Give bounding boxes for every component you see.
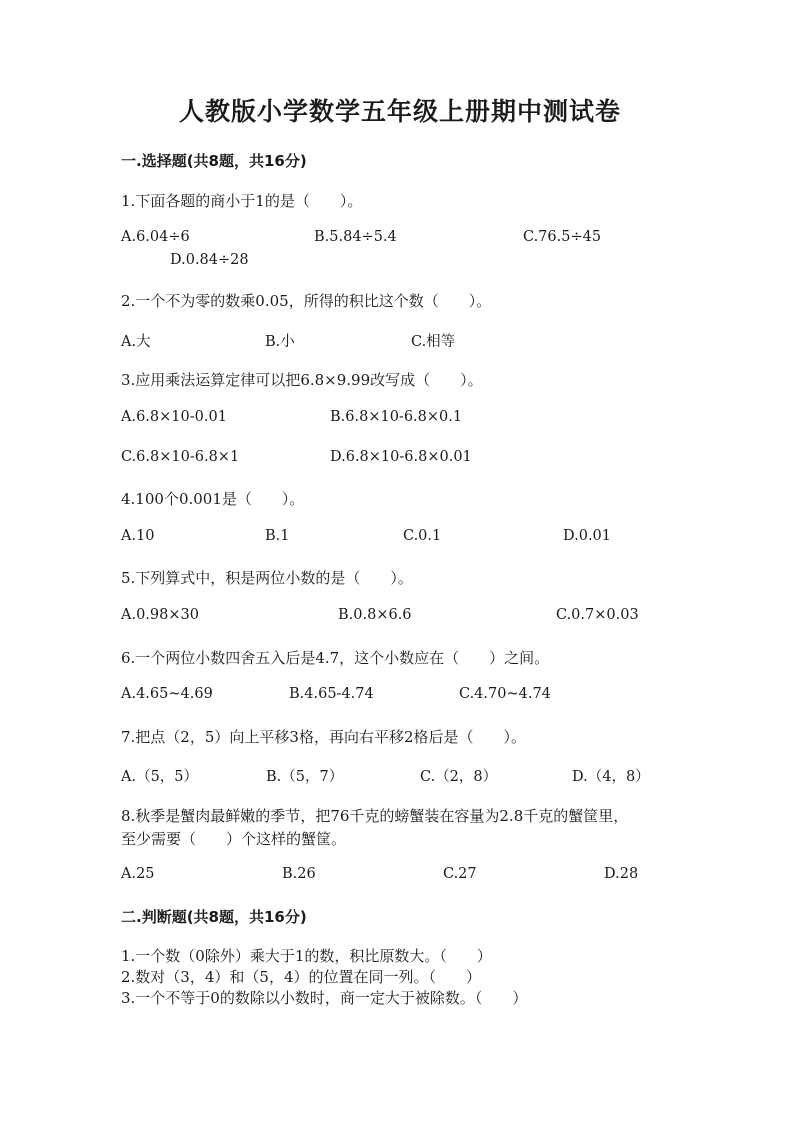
option-2b: B.小 bbox=[265, 334, 295, 350]
judgment-question-1: 1.一个数（0除外）乘大于1的数，积比原数大。（ ） bbox=[121, 947, 492, 965]
option-5b: B.0.8×6.6 bbox=[338, 607, 412, 623]
section-heading-judgment: 二.判断题(共8题，共16分) bbox=[121, 908, 307, 926]
option-5c: C.0.7×0.03 bbox=[556, 607, 639, 623]
option-4a: A.10 bbox=[121, 528, 155, 544]
option-8d: D.28 bbox=[604, 866, 639, 882]
option-6b: B.4.65-4.74 bbox=[289, 686, 374, 702]
option-1b: B.5.84÷5.4 bbox=[314, 229, 397, 245]
option-7c: C.（2，8） bbox=[420, 769, 498, 785]
section-heading-choice: 一.选择题(共8题，共16分) bbox=[121, 152, 307, 170]
option-6c: C.4.70~4.74 bbox=[459, 686, 551, 702]
option-5a: A.0.98×30 bbox=[121, 607, 199, 623]
question-1: 1.下面各题的商小于1的是（ ）。 bbox=[121, 192, 363, 210]
page-title: 人教版小学数学五年级上册期中测试卷 bbox=[178, 97, 621, 126]
question-2: 2.一个不为零的数乘0.05，所得的积比这个数（ ）。 bbox=[121, 292, 492, 310]
option-6a: A.4.65~4.69 bbox=[121, 686, 213, 702]
question-8: 8.秋季是蟹肉最鲜嫩的季节，把76千克的螃蟹装在容量为2.8千克的蟹筐里， bbox=[121, 807, 629, 825]
question-7: 7.把点（2，5）向上平移3格，再向右平移2格后是（ ）。 bbox=[121, 728, 526, 746]
option-1c: C.76.5÷45 bbox=[523, 229, 602, 245]
option-8b: B.26 bbox=[282, 866, 316, 882]
option-4d: D.0.01 bbox=[563, 528, 612, 544]
option-7d: D.（4，8） bbox=[572, 769, 650, 785]
question-6: 6.一个两位小数四舍五入后是4.7，这个小数应在（ ）之间。 bbox=[121, 649, 550, 667]
option-3d: D.6.8×10-6.8×0.01 bbox=[330, 449, 472, 465]
option-7a: A.（5，5） bbox=[121, 769, 199, 785]
option-3b: B.6.8×10-6.8×0.1 bbox=[330, 409, 463, 425]
judgment-question-2: 2.数对（3，4）和（5，4）的位置在同一列。（ ） bbox=[121, 968, 481, 986]
judgment-question-3: 3.一个不等于0的数除以小数时，商一定大于被除数。（ ） bbox=[121, 989, 528, 1007]
option-7b: B.（5，7） bbox=[266, 769, 344, 785]
option-3c: C.6.8×10-6.8×1 bbox=[121, 449, 240, 465]
option-1d: D.0.84÷28 bbox=[170, 252, 249, 268]
option-8c: C.27 bbox=[443, 866, 477, 882]
option-1a: A.6.04÷6 bbox=[121, 229, 190, 245]
question-8-continued: 至少需要（ ）个这样的蟹筐。 bbox=[121, 830, 347, 848]
option-4b: B.1 bbox=[265, 528, 290, 544]
question-3: 3.应用乘法运算定律可以把6.8×9.99改写成（ ）。 bbox=[121, 371, 483, 389]
option-8a: A.25 bbox=[121, 866, 155, 882]
option-2a: A.大 bbox=[121, 334, 151, 350]
option-4c: C.0.1 bbox=[403, 528, 442, 544]
question-4: 4.100个0.001是（ ）。 bbox=[121, 490, 305, 508]
question-5: 5.下列算式中，积是两位小数的是（ ）。 bbox=[121, 569, 413, 587]
option-3a: A.6.8×10-0.01 bbox=[121, 409, 227, 425]
option-2c: C.相等 bbox=[411, 334, 456, 350]
